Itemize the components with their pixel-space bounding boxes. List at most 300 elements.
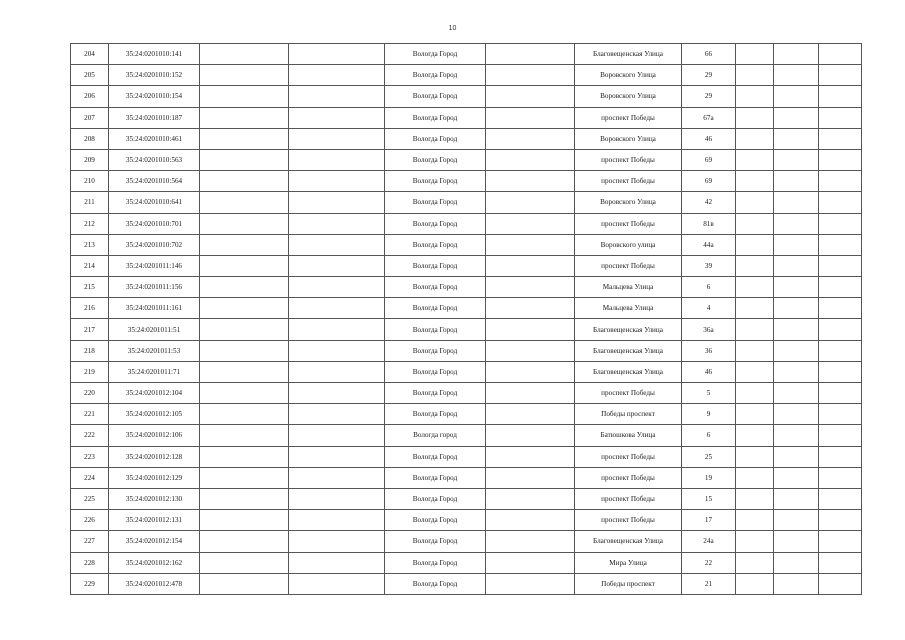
empty-cell	[200, 361, 289, 382]
empty-cell	[736, 488, 774, 509]
cadastral-number-cell: 35:24:0201012:154	[109, 531, 200, 552]
empty-cell	[774, 552, 819, 573]
house-number-cell: 21	[682, 573, 736, 594]
empty-cell	[819, 488, 862, 509]
table-row	[71, 531, 862, 552]
empty-cell	[774, 255, 819, 276]
empty-cell	[736, 531, 774, 552]
empty-cell	[200, 192, 289, 213]
locality-cell: Вологда Город	[385, 319, 486, 340]
row-number-cell: 226	[71, 510, 109, 531]
empty-cell	[486, 573, 575, 594]
empty-cell	[819, 467, 862, 488]
empty-cell	[289, 255, 385, 276]
empty-cell	[774, 531, 819, 552]
cadastral-number-cell: 35:24:0201010:702	[109, 234, 200, 255]
street-cell: Победы проспект	[575, 573, 682, 594]
cadastral-number-cell: 35:24:0201012:131	[109, 510, 200, 531]
locality-cell: Вологда Город	[385, 65, 486, 86]
empty-cell	[774, 234, 819, 255]
empty-cell	[736, 383, 774, 404]
street-cell: проспект Победы	[575, 255, 682, 276]
empty-cell	[486, 298, 575, 319]
street-cell: проспект Победы	[575, 171, 682, 192]
row-number-cell: 206	[71, 86, 109, 107]
empty-cell	[736, 128, 774, 149]
table-row	[71, 192, 862, 213]
cadastral-number-cell: 35:24:0201010:563	[109, 149, 200, 170]
empty-cell	[736, 65, 774, 86]
empty-cell	[736, 107, 774, 128]
street-cell: Воровского Улица	[575, 86, 682, 107]
empty-cell	[736, 234, 774, 255]
locality-cell: Вологда Город	[385, 149, 486, 170]
locality-cell: Вологда Город	[385, 44, 486, 65]
empty-cell	[200, 510, 289, 531]
locality-cell: Вологда Город	[385, 86, 486, 107]
row-number-cell: 228	[71, 552, 109, 573]
locality-cell: Вологда Город	[385, 446, 486, 467]
empty-cell	[819, 149, 862, 170]
empty-cell	[200, 467, 289, 488]
cadastral-number-cell: 35:24:0201011:161	[109, 298, 200, 319]
row-number-cell: 211	[71, 192, 109, 213]
empty-cell	[736, 573, 774, 594]
empty-cell	[774, 107, 819, 128]
empty-cell	[819, 510, 862, 531]
empty-cell	[819, 277, 862, 298]
house-number-cell: 42	[682, 192, 736, 213]
empty-cell	[774, 128, 819, 149]
house-number-cell: 36	[682, 340, 736, 361]
empty-cell	[200, 425, 289, 446]
empty-cell	[819, 171, 862, 192]
empty-cell	[774, 213, 819, 234]
house-number-cell: 29	[682, 86, 736, 107]
empty-cell	[289, 488, 385, 509]
house-number-cell: 19	[682, 467, 736, 488]
row-number-cell: 212	[71, 213, 109, 234]
locality-cell: Вологда Город	[385, 107, 486, 128]
empty-cell	[486, 488, 575, 509]
house-number-cell: 36а	[682, 319, 736, 340]
empty-cell	[200, 340, 289, 361]
cadastral-number-cell: 35:24:0201012:128	[109, 446, 200, 467]
locality-cell: Вологда Город	[385, 234, 486, 255]
locality-cell: Вологда Город	[385, 298, 486, 319]
empty-cell	[736, 404, 774, 425]
empty-cell	[486, 467, 575, 488]
house-number-cell: 24а	[682, 531, 736, 552]
empty-cell	[819, 446, 862, 467]
empty-cell	[736, 86, 774, 107]
empty-cell	[819, 319, 862, 340]
table-row	[71, 149, 862, 170]
locality-cell: Вологда Город	[385, 277, 486, 298]
cadastral-number-cell: 35:24:0201010:701	[109, 213, 200, 234]
cadastral-number-cell: 35:24:0201012:104	[109, 383, 200, 404]
locality-cell: Вологда Город	[385, 213, 486, 234]
house-number-cell: 4	[682, 298, 736, 319]
row-number-cell: 221	[71, 404, 109, 425]
empty-cell	[819, 86, 862, 107]
empty-cell	[486, 149, 575, 170]
empty-cell	[200, 488, 289, 509]
street-cell: проспект Победы	[575, 467, 682, 488]
empty-cell	[200, 234, 289, 255]
empty-cell	[289, 446, 385, 467]
empty-cell	[486, 361, 575, 382]
empty-cell	[289, 361, 385, 382]
empty-cell	[486, 277, 575, 298]
row-number-cell: 222	[71, 425, 109, 446]
empty-cell	[289, 234, 385, 255]
empty-cell	[736, 319, 774, 340]
cadastral-number-cell: 35:24:0201010:152	[109, 65, 200, 86]
cadastral-number-cell: 35:24:0201012:478	[109, 573, 200, 594]
empty-cell	[774, 277, 819, 298]
empty-cell	[486, 340, 575, 361]
empty-cell	[819, 531, 862, 552]
row-number-cell: 225	[71, 488, 109, 509]
locality-cell: Вологда Город	[385, 488, 486, 509]
table-row	[71, 213, 862, 234]
empty-cell	[486, 319, 575, 340]
row-number-cell: 218	[71, 340, 109, 361]
street-cell: Мальцева Улица	[575, 298, 682, 319]
house-number-cell: 69	[682, 149, 736, 170]
empty-cell	[200, 44, 289, 65]
empty-cell	[289, 467, 385, 488]
empty-cell	[486, 552, 575, 573]
row-number-cell: 220	[71, 383, 109, 404]
locality-cell: Вологда Город	[385, 361, 486, 382]
cadastral-number-cell: 35:24:0201011:71	[109, 361, 200, 382]
street-cell: Мира Улица	[575, 552, 682, 573]
cadastral-number-cell: 35:24:0201011:156	[109, 277, 200, 298]
empty-cell	[774, 467, 819, 488]
locality-cell: Вологда Город	[385, 467, 486, 488]
empty-cell	[774, 573, 819, 594]
empty-cell	[736, 192, 774, 213]
empty-cell	[200, 107, 289, 128]
empty-cell	[289, 573, 385, 594]
empty-cell	[486, 510, 575, 531]
empty-cell	[200, 531, 289, 552]
empty-cell	[289, 171, 385, 192]
street-cell: Благовещенская Улица	[575, 44, 682, 65]
empty-cell	[486, 213, 575, 234]
row-number-cell: 208	[71, 128, 109, 149]
house-number-cell: 6	[682, 277, 736, 298]
empty-cell	[819, 298, 862, 319]
empty-cell	[774, 86, 819, 107]
empty-cell	[200, 128, 289, 149]
empty-cell	[200, 552, 289, 573]
house-number-cell: 17	[682, 510, 736, 531]
table-row	[71, 467, 862, 488]
row-number-cell: 209	[71, 149, 109, 170]
street-cell: Воровского Улица	[575, 128, 682, 149]
empty-cell	[819, 404, 862, 425]
table-row	[71, 86, 862, 107]
cadastral-number-cell: 35:24:0201012:129	[109, 467, 200, 488]
street-cell: Благовещенская Улица	[575, 340, 682, 361]
table-body	[71, 44, 862, 595]
table-row	[71, 65, 862, 86]
empty-cell	[486, 531, 575, 552]
empty-cell	[774, 361, 819, 382]
empty-cell	[774, 340, 819, 361]
street-cell: проспект Победы	[575, 446, 682, 467]
house-number-cell: 22	[682, 552, 736, 573]
page-number: 10	[448, 25, 457, 32]
street-cell: Воровского улица	[575, 234, 682, 255]
empty-cell	[486, 86, 575, 107]
table-row	[71, 404, 862, 425]
row-number-cell: 210	[71, 171, 109, 192]
house-number-cell: 67а	[682, 107, 736, 128]
house-number-cell: 5	[682, 383, 736, 404]
house-number-cell: 46	[682, 361, 736, 382]
street-cell: Батюшкова Улица	[575, 425, 682, 446]
locality-cell: Вологда Город	[385, 340, 486, 361]
empty-cell	[819, 361, 862, 382]
empty-cell	[486, 425, 575, 446]
house-number-cell: 15	[682, 488, 736, 509]
empty-cell	[736, 552, 774, 573]
street-cell: проспект Победы	[575, 107, 682, 128]
table-row	[71, 319, 862, 340]
empty-cell	[289, 531, 385, 552]
row-number-cell: 205	[71, 65, 109, 86]
street-cell: Воровского Улица	[575, 192, 682, 213]
empty-cell	[819, 192, 862, 213]
cadastral-number-cell: 35:24:0201010:187	[109, 107, 200, 128]
empty-cell	[200, 404, 289, 425]
table-row	[71, 552, 862, 573]
empty-cell	[819, 383, 862, 404]
row-number-cell: 204	[71, 44, 109, 65]
locality-cell: Вологда Город	[385, 171, 486, 192]
table-row	[71, 107, 862, 128]
empty-cell	[200, 277, 289, 298]
empty-cell	[736, 44, 774, 65]
empty-cell	[819, 234, 862, 255]
locality-cell: Вологда Город	[385, 128, 486, 149]
house-number-cell: 6	[682, 425, 736, 446]
empty-cell	[200, 573, 289, 594]
empty-cell	[819, 44, 862, 65]
cadastral-number-cell: 35:24:0201011:146	[109, 255, 200, 276]
empty-cell	[736, 298, 774, 319]
empty-cell	[289, 65, 385, 86]
empty-cell	[736, 213, 774, 234]
house-number-cell: 46	[682, 128, 736, 149]
empty-cell	[200, 298, 289, 319]
empty-cell	[200, 319, 289, 340]
registry-table	[70, 43, 862, 595]
house-number-cell: 69	[682, 171, 736, 192]
empty-cell	[486, 128, 575, 149]
street-cell: Благовещенская Улица	[575, 531, 682, 552]
table-row	[71, 234, 862, 255]
street-cell: проспект Победы	[575, 383, 682, 404]
empty-cell	[774, 404, 819, 425]
table-row	[71, 340, 862, 361]
empty-cell	[774, 171, 819, 192]
empty-cell	[774, 192, 819, 213]
house-number-cell: 9	[682, 404, 736, 425]
cadastral-number-cell: 35:24:0201012:130	[109, 488, 200, 509]
empty-cell	[819, 552, 862, 573]
empty-cell	[289, 149, 385, 170]
table-row	[71, 425, 862, 446]
empty-cell	[819, 255, 862, 276]
empty-cell	[200, 213, 289, 234]
empty-cell	[289, 192, 385, 213]
empty-cell	[819, 213, 862, 234]
empty-cell	[736, 446, 774, 467]
cadastral-number-cell: 35:24:0201010:564	[109, 171, 200, 192]
street-cell: Благовещенская Улица	[575, 361, 682, 382]
empty-cell	[736, 467, 774, 488]
empty-cell	[819, 65, 862, 86]
row-number-cell: 217	[71, 319, 109, 340]
table-row	[71, 255, 862, 276]
empty-cell	[289, 319, 385, 340]
locality-cell: Вологда Город	[385, 404, 486, 425]
empty-cell	[486, 255, 575, 276]
empty-cell	[486, 383, 575, 404]
empty-cell	[736, 171, 774, 192]
empty-cell	[774, 488, 819, 509]
table-row	[71, 44, 862, 65]
cadastral-number-cell: 35:24:0201011:51	[109, 319, 200, 340]
house-number-cell: 39	[682, 255, 736, 276]
row-number-cell: 216	[71, 298, 109, 319]
row-number-cell: 227	[71, 531, 109, 552]
empty-cell	[819, 340, 862, 361]
empty-cell	[289, 298, 385, 319]
street-cell: проспект Победы	[575, 510, 682, 531]
house-number-cell: 66	[682, 44, 736, 65]
locality-cell: Вологда Город	[385, 531, 486, 552]
house-number-cell: 44а	[682, 234, 736, 255]
empty-cell	[774, 446, 819, 467]
cadastral-number-cell: 35:24:0201012:162	[109, 552, 200, 573]
empty-cell	[819, 425, 862, 446]
cadastral-number-cell: 35:24:0201010:641	[109, 192, 200, 213]
empty-cell	[736, 361, 774, 382]
table-row	[71, 298, 862, 319]
empty-cell	[200, 86, 289, 107]
row-number-cell: 215	[71, 277, 109, 298]
empty-cell	[774, 44, 819, 65]
table-row	[71, 277, 862, 298]
empty-cell	[819, 128, 862, 149]
locality-cell: Вологда Город	[385, 552, 486, 573]
empty-cell	[486, 404, 575, 425]
empty-cell	[289, 44, 385, 65]
row-number-cell: 213	[71, 234, 109, 255]
empty-cell	[774, 510, 819, 531]
street-cell: Победы проспект	[575, 404, 682, 425]
empty-cell	[736, 425, 774, 446]
row-number-cell: 219	[71, 361, 109, 382]
cadastral-number-cell: 35:24:0201012:105	[109, 404, 200, 425]
empty-cell	[200, 65, 289, 86]
empty-cell	[736, 510, 774, 531]
cadastral-number-cell: 35:24:0201011:53	[109, 340, 200, 361]
street-cell: проспект Победы	[575, 149, 682, 170]
empty-cell	[486, 171, 575, 192]
empty-cell	[289, 86, 385, 107]
empty-cell	[736, 149, 774, 170]
empty-cell	[486, 446, 575, 467]
empty-cell	[736, 340, 774, 361]
empty-cell	[289, 128, 385, 149]
empty-cell	[289, 404, 385, 425]
empty-cell	[736, 277, 774, 298]
cadastral-number-cell: 35:24:0201012:106	[109, 425, 200, 446]
empty-cell	[486, 107, 575, 128]
empty-cell	[486, 234, 575, 255]
empty-cell	[200, 255, 289, 276]
row-number-cell: 214	[71, 255, 109, 276]
street-cell: проспект Победы	[575, 213, 682, 234]
empty-cell	[774, 425, 819, 446]
empty-cell	[486, 65, 575, 86]
locality-cell: Вологда Город	[385, 510, 486, 531]
cadastral-number-cell: 35:24:0201010:461	[109, 128, 200, 149]
empty-cell	[289, 340, 385, 361]
row-number-cell: 229	[71, 573, 109, 594]
row-number-cell: 207	[71, 107, 109, 128]
empty-cell	[486, 192, 575, 213]
table-row	[71, 361, 862, 382]
empty-cell	[486, 44, 575, 65]
empty-cell	[819, 573, 862, 594]
house-number-cell: 25	[682, 446, 736, 467]
house-number-cell: 81в	[682, 213, 736, 234]
empty-cell	[819, 107, 862, 128]
empty-cell	[289, 107, 385, 128]
table-row	[71, 128, 862, 149]
row-number-cell: 223	[71, 446, 109, 467]
empty-cell	[200, 171, 289, 192]
empty-cell	[289, 425, 385, 446]
locality-cell: Вологда Город	[385, 192, 486, 213]
empty-cell	[289, 277, 385, 298]
empty-cell	[200, 149, 289, 170]
empty-cell	[774, 298, 819, 319]
empty-cell	[774, 149, 819, 170]
table-row	[71, 171, 862, 192]
empty-cell	[200, 446, 289, 467]
empty-cell	[774, 65, 819, 86]
empty-cell	[289, 510, 385, 531]
empty-cell	[200, 383, 289, 404]
empty-cell	[289, 213, 385, 234]
house-number-cell: 29	[682, 65, 736, 86]
empty-cell	[774, 319, 819, 340]
table-row	[71, 573, 862, 594]
cadastral-number-cell: 35:24:0201010:141	[109, 44, 200, 65]
row-number-cell: 224	[71, 467, 109, 488]
table-row	[71, 446, 862, 467]
street-cell: Воровского Улица	[575, 65, 682, 86]
